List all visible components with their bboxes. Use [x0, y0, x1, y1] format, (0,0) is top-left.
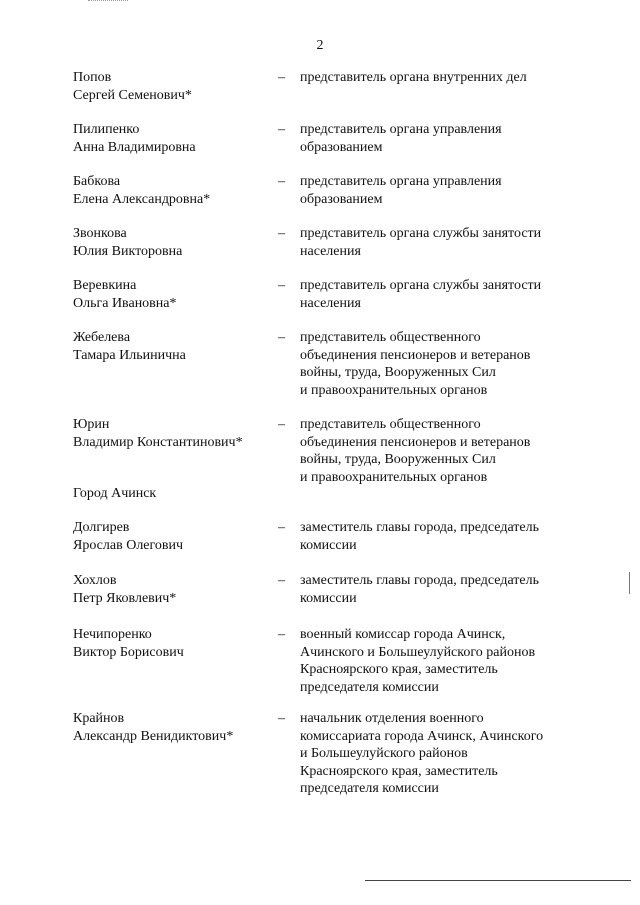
role-line: представитель органа управления — [300, 174, 502, 189]
member-role — [300, 69, 590, 87]
member-surname: Нечипоренко — [73, 627, 152, 642]
member-surname: Долгирев — [73, 520, 130, 535]
member-name — [73, 710, 273, 745]
role-line: представитель органа службы занятости — [300, 278, 542, 293]
role-line: и правоохранительных органов — [300, 469, 488, 485]
member-name — [73, 121, 273, 156]
role-line: комиссии — [300, 537, 357, 553]
role-line: образованием — [300, 139, 383, 155]
role-line: и правоохранительных органов — [300, 382, 488, 398]
member-name — [73, 69, 273, 104]
member-name — [73, 329, 273, 364]
role-line: представитель органа внутренних дел — [300, 70, 527, 85]
role-line: представитель органа службы занятости — [300, 226, 542, 241]
dash-separator: – — [278, 417, 285, 432]
role-line: Ачинского и Большеулуйского районов — [300, 644, 536, 660]
dash-separator: – — [278, 573, 285, 588]
member-name — [73, 572, 273, 607]
member-role — [300, 121, 590, 156]
section-heading: Город Ачинск — [73, 486, 157, 501]
member-given-names: Анна Владимировна — [73, 139, 196, 155]
member-given-names: Ольга Ивановна* — [73, 295, 177, 311]
member-given-names: Тамара Ильинична — [73, 347, 186, 363]
member-given-names: Виктор Борисович — [73, 644, 184, 660]
member-name — [73, 416, 273, 451]
role-line: населения — [300, 295, 361, 311]
member-name — [73, 519, 273, 554]
role-line: заместитель главы города, председатель — [300, 520, 540, 535]
role-line: военный комиссар города Ачинск, — [300, 627, 506, 642]
dash-separator: – — [278, 70, 285, 85]
member-name — [73, 173, 273, 208]
role-line: председателя комиссии — [300, 781, 439, 796]
bottom-rule — [365, 880, 631, 881]
member-surname: Хохлов — [73, 573, 117, 588]
scan-edge-mark — [629, 572, 630, 594]
member-role — [300, 519, 590, 554]
role-line: войны, труда, Вооруженных Сил — [300, 452, 496, 467]
member-surname: Жебелева — [73, 330, 131, 345]
role-line: населения — [300, 243, 361, 259]
member-name — [73, 277, 273, 312]
member-given-names: Юлия Викторовна — [73, 243, 183, 259]
role-line: представитель органа управления — [300, 122, 502, 137]
member-role — [300, 572, 590, 607]
member-given-names: Петр Яковлевич* — [73, 590, 177, 606]
member-given-names: Сергей Семенович* — [73, 87, 192, 103]
member-role — [300, 173, 590, 208]
member-role — [300, 225, 590, 260]
member-role — [300, 626, 590, 696]
member-name — [73, 626, 273, 661]
role-line: заместитель главы города, председатель — [300, 573, 540, 588]
role-line: войны, труда, Вооруженных Сил — [300, 365, 496, 380]
member-surname: Попов — [73, 70, 112, 85]
role-line: объединения пенсионеров и ветеранов — [300, 434, 531, 450]
role-line: и Большеулуйского районов — [300, 746, 468, 761]
dash-separator: – — [278, 520, 285, 535]
role-line: председателя комиссии — [300, 679, 439, 695]
dash-separator: – — [278, 226, 285, 241]
member-given-names: Александр Венидиктович* — [73, 728, 234, 744]
scan-artifact-top — [88, 0, 128, 4]
member-role — [300, 277, 590, 312]
member-surname: Юрин — [73, 417, 110, 432]
dash-separator: – — [278, 174, 285, 189]
dash-separator: – — [278, 122, 285, 137]
member-surname: Крайнов — [73, 711, 125, 726]
member-given-names: Владимир Константинович* — [73, 434, 243, 450]
role-line: представитель общественного — [300, 330, 481, 345]
role-line: Красноярского края, заместитель — [300, 763, 498, 779]
member-given-names: Елена Александровна* — [73, 191, 211, 207]
role-line: объединения пенсионеров и ветеранов — [300, 347, 531, 363]
member-role — [300, 416, 590, 486]
member-role — [300, 710, 590, 798]
dash-separator: – — [278, 627, 285, 642]
member-surname: Бабкова — [73, 174, 121, 189]
role-line: Красноярского края, заместитель — [300, 662, 498, 677]
dash-separator: – — [278, 330, 285, 345]
role-line: образованием — [300, 191, 383, 207]
role-line: представитель общественного — [300, 417, 481, 432]
page-number: 2 — [316, 38, 324, 53]
member-surname: Веревкина — [73, 278, 137, 293]
role-line: начальник отделения военного — [300, 711, 484, 726]
member-role — [300, 329, 590, 399]
role-line: комиссии — [300, 590, 357, 606]
member-given-names: Ярослав Олегович — [73, 537, 184, 553]
member-name — [73, 225, 273, 260]
dash-separator: – — [278, 711, 285, 726]
member-surname: Звонкова — [73, 226, 127, 241]
member-surname: Пилипенко — [73, 122, 140, 137]
role-line: комиссариата города Ачинск, Ачинского — [300, 728, 544, 744]
dash-separator: – — [278, 278, 285, 293]
